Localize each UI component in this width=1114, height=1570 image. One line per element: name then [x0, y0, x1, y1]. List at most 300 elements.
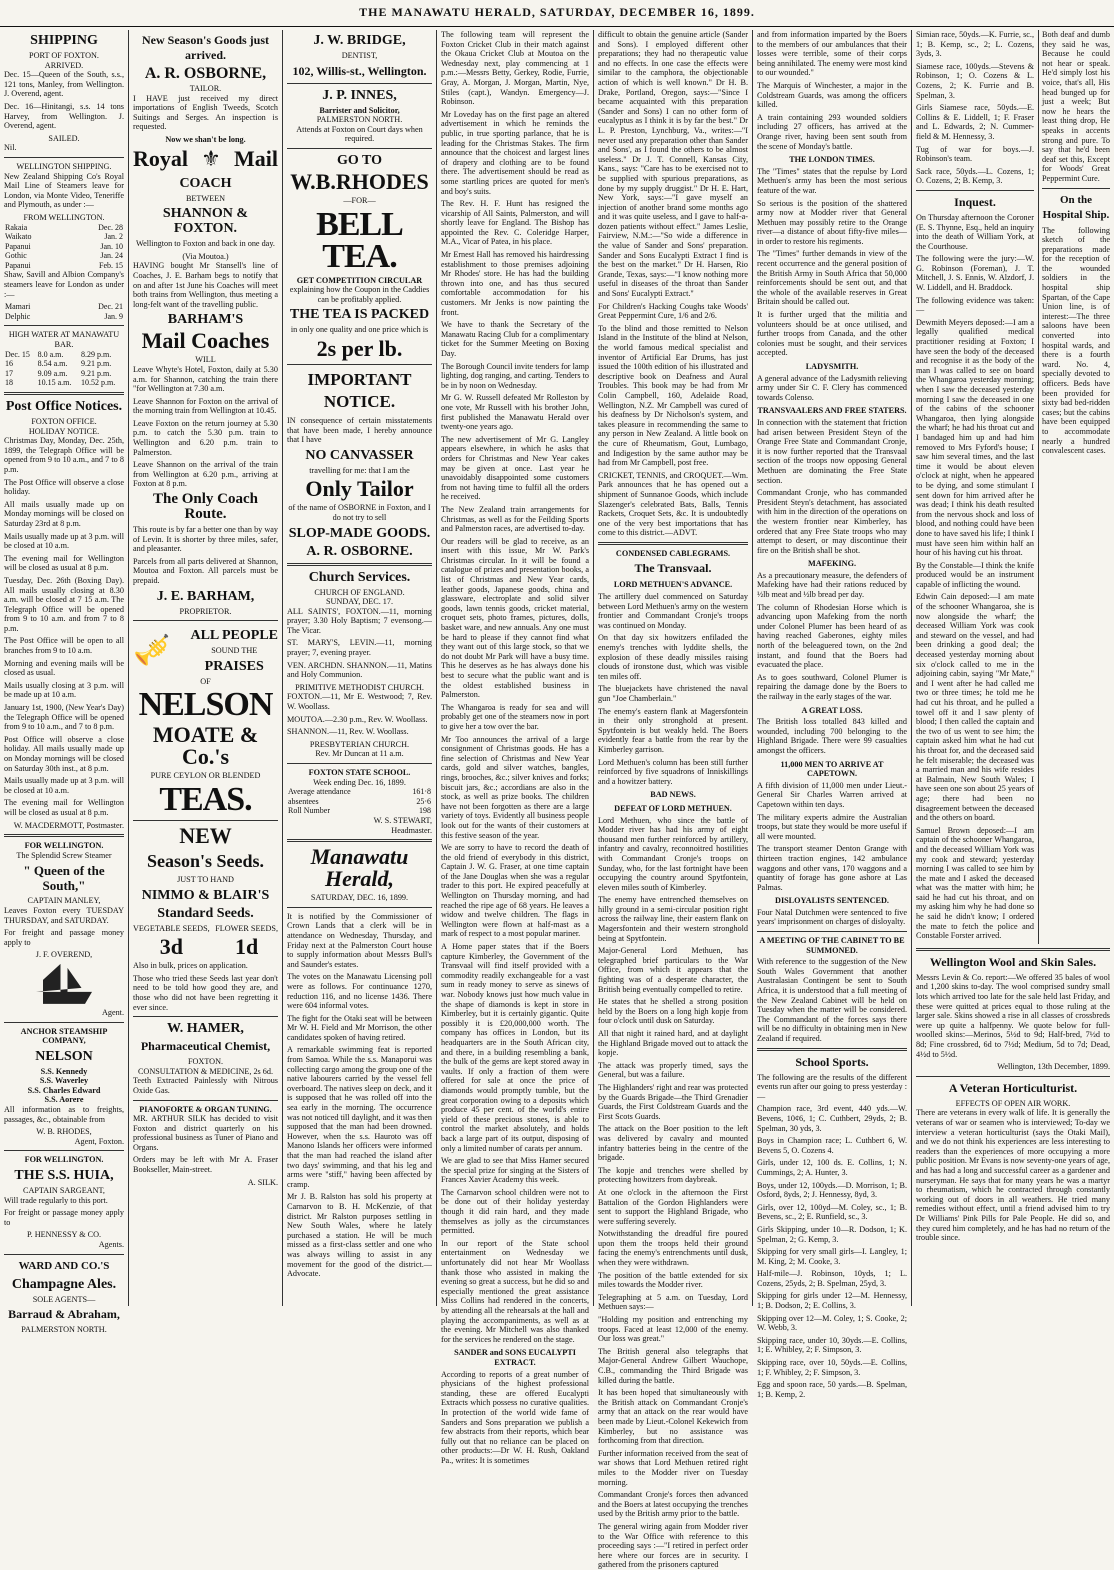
herald-title: Manawatu Herald, [310, 844, 409, 892]
po-text: Tuesday, Dec. 26th (Boxing Day). All mails usually closing at 8.30 a.m. will be closed at 7 15 a.m. The Telegraph Office will be opened from 9 to 10 a.m. and from 7 to 8 p.m. [4, 575, 124, 633]
news-paragraph: The British loss totalled 843 killed and wounded, including 700 belonging to the Highland Brigade. There were 99 casualties amongst the officers. [757, 717, 907, 755]
news-paragraph: Further information received from the seat of war shows that Lord Methuen retired right miles to the Modder river on Tuesday morning. [598, 1448, 748, 1487]
editorial-paragraph: A remarkable swimming feat is reported from Samoa. While the s.s. Manaporui was collecting cargo among the group one of the native labourers carried by the vessel fell overboard. The natives sleep on deck, and it is supposed that he was rolled off into the sea early in the morning. The occurrence was not noticed till daylight, and it was then supposed that the man had been drowned. However, when the s.s. Hauroto was off Manono Islands her officers were informed that the man had reached the island after two days' swimming, and that his leg and arms were "stiff," having been affected by cramp. [287, 1045, 432, 1189]
methuen-heading: LORD METHUEN'S ADVANCE. [613, 580, 733, 590]
ship-name: Papanui [5, 260, 31, 270]
bulk: Also in bulk, prices on application. [133, 961, 248, 971]
tailor-text: of the name of OSBORNE in Foxton, and I do not try to sell [288, 503, 431, 522]
agent: Agent. [101, 1007, 124, 1017]
tide-pm: 10.52 p.m. [81, 378, 116, 388]
po-signature: W. MACDERMOTT, Postmaster. [13, 820, 124, 830]
tide-am: 10.15 a.m. [37, 378, 72, 388]
col7-right [1038, 30, 1110, 944]
freight: For freight and passage money apply to [4, 928, 124, 947]
news-paragraph: With reference to the suggestion of the New South Wales Government that another Australasian Contingent be sent to South Africa, it is understood that a full meeting of the New Zealand Cabinet will be held on Tuesday when the matter will be considered. The Commandant of the forces says there will be no difficulty in obtaining men in New Zealand if required. [757, 957, 907, 1043]
news-paragraph: He states that he shelled a strong position held by the Boers on a long high kopje from four o'clock until dusk on Saturday. [598, 997, 748, 1026]
po-text: Mails usually closing at 3 p.m. will be made up at 10 a.m. [4, 680, 124, 700]
service: VEN. ARCHDN. SHANNON.—11, Matins and Holy Communion. [287, 660, 432, 680]
london-times: THE LONDON TIMES. [789, 155, 875, 165]
important-text: IN consequence of certain misstatements that have been made, I hereby announce that I have [287, 415, 432, 445]
hospital-heading: On the Hospital Ship. [1042, 193, 1110, 221]
news-paragraph: A fifth division of 11,000 men under Lieut.-General Sir Charles Warren arrived at Capetown within ten days. [757, 780, 907, 809]
ship-date: Dec. 28 [98, 222, 123, 232]
sports-result: Sack race, 50yds.—L. Cozens, 1; O. Cozens, 2; B. Kemp, 3. [916, 166, 1034, 186]
service: MOUTOA.—2.30 p.m., Rev. W. Woollass. [287, 714, 428, 724]
table-row [4, 312, 124, 322]
news-paragraph: The attack on the Boer position to the left was delivered by cavalry and mounted infantry batteries being in the centre of the brigade. [598, 1124, 748, 1163]
nimmo: NIMMO & BLAIR'S [141, 887, 270, 903]
po-text: Mails usually made up at 3 p.m. will be closed at 10 a.m. [4, 531, 124, 551]
po-text: The Post Office will observe a close holiday. [4, 477, 124, 497]
mail: Mail [233, 145, 278, 171]
service: SHANNON.—11, Rev. W. Woollass. [287, 727, 409, 737]
ship-date: Jan. 24 [100, 251, 123, 261]
seasons-seeds: Season's Seeds. [146, 850, 265, 871]
palmerston-north: PALMERSTON NORTH. [316, 115, 403, 125]
col7-top [916, 30, 1110, 944]
ship-name: Rakaia [5, 222, 28, 232]
arrived-heading: ARRIVED. [44, 60, 84, 70]
of: OF [200, 676, 211, 686]
leave-1: Leave Whyte's Hotel, Foxton, daily at 5.30 a.m. for Shannon, catching the train there "for Wellington at 7.30 a.m. [133, 364, 278, 394]
headmaster: Headmaster. [391, 825, 432, 835]
news-paragraph: Telegraphing at 5 a.m. on Tuesday, Lord Methuen says:— [598, 1292, 748, 1312]
sports-result: Girls, under 12, 100 ds. E. Collins, 1; N. Cummings, 2; A. Hunter, 3. [757, 1158, 907, 1177]
wool-date: Wellington, 13th December, 1899. [997, 1062, 1110, 1072]
news-paragraph: and from information imparted by the Boers to the members of our ambulances that their losses were terrible, some of their corps being annihilated. The enemy were most kind to our wounded." [757, 30, 907, 78]
barraud: Barraud & Abraham, [8, 1307, 120, 1322]
sports-result: Girls Siamese race, 50yds.—E. Collins & E. Liddell, 1; F. Fraser and L. Edwards, 2; N. Cummer-field & M. Hennessy, 3. [916, 103, 1034, 141]
wellington-shipping-text: New Zealand Shipping Co's Royal Mail Line of Steamers leave for London, via Monte Video, Teneriffe and Plymouth, as under :— [4, 171, 124, 210]
freight-2: For freight or passage money apply to [4, 1208, 124, 1227]
condensed-heading: CONDENSED CABLEGRAMS. [615, 548, 731, 558]
for: —FOR— [343, 195, 376, 205]
table-row [4, 359, 124, 369]
news-paragraph: The Marquis of Winchester, a major in the Coldstream Guards, was among the officers killed. [757, 80, 907, 110]
splendid: The Splendid Screw Steamer [16, 850, 112, 860]
sports-result: Boys in Champion race; L. Cuthbert 6, W. Bevens 5, O. Cozens 4. [757, 1136, 907, 1155]
proprietor: PROPRIETOR. [179, 606, 232, 616]
veteran-heading: A Veteran Horticulturist. [948, 1080, 1078, 1095]
coach: COACH [179, 175, 232, 191]
rhodes-agent: Agent, Foxton. [74, 1136, 124, 1146]
sports-result: Boys, under 12, 100yds.—D. Morrison, 1; B. Osford, 8yds, 2; J. Hennessy, 8yd, 3. [757, 1180, 907, 1200]
flower-price: 1d [234, 934, 259, 960]
sports-result: Tug of war for boys.—J. Robinson's team. [916, 144, 1034, 164]
attendance-value: 161·8 [412, 787, 431, 797]
editorial-paragraph: The votes on the Manawatu Licensing poll were as follows. For continuance 1270, reduction 116, and no license 1436. There were 604 informal votes. [287, 972, 432, 1011]
foxton-office: FOXTON OFFICE. [31, 417, 97, 426]
willis: 102, Willis-st., Wellington. [292, 63, 427, 78]
presbyterian: PRESBYTERIAN CHURCH. [309, 739, 410, 749]
po-text: January 1st, 1900, (New Year's Day) the Telegraph Office will be opened from 9 to 10 a.m., and 7 to 8 p.m. [4, 703, 124, 732]
sports-result: Skipping for girls under 12—M. Hennessy, 1; B. Dodson, 2; E. Collins, 3. [757, 1291, 907, 1311]
col7-left [916, 30, 1034, 944]
absentees-value: 25·6 [416, 796, 431, 806]
shaw-text: Shaw, Savill and Albion Company's steamers leave for London as under :— [4, 270, 124, 299]
orders: Orders may be left with Mr A. Fraser Bookseller, Main-street. [133, 1155, 278, 1175]
table-row [4, 261, 124, 271]
rhodes: W. B. RHODES, [36, 1127, 92, 1137]
foxton: FOXTON. [187, 1057, 224, 1067]
flower-seeds: FLOWER SEEDS, [215, 923, 278, 933]
from-wellington: FROM WELLINGTON. [23, 212, 105, 222]
news-paragraph: We have to thank the Secretary of the Manawatu Racing Club for a complimentary ticket for the Summer Meeting on Boxing Day. [441, 320, 589, 358]
sports-result: Simian race, 50yds.—K. Furrie, sc., 1; B. Kemp, sc., 2; L. Cozens, 3yds, 3. [916, 30, 1034, 59]
table-row [287, 787, 432, 797]
anchor-nelson: NELSON [35, 1048, 93, 1064]
ship-date: Feb. 15 [99, 260, 123, 270]
sports-result: The following are the results of the different events run after our going to press yesterday :— [757, 1072, 907, 1101]
hospital-paragraph: The following sketch of the preparations made for the reception of the wounded soldiers in the hospital ship Spartan, of the Cape Union line, is of interest:—The three saloons have been converted into hospital wards, and there is a fourth ward. No. 4, specially devoted to officers. Beds have been provided for sixty bad bed-ridden cases; but the cabins have been equipped to accommodate nearly a hundred convalescent cases. [1042, 225, 1110, 456]
stansell: HAVING bought Mr Stansell's line of Coaches, J. E. Barham begs to notify that on and after 1st June his Coaches will meet both trains from Wellington, thus meeting a long-felt want of the travelling public. [133, 261, 278, 309]
arrival-1: Dec. 15—Queen of the South, s.s., 121 tons, Manley, from Wellington. J. Overend, agent. [4, 70, 124, 99]
tide-date: 17 [5, 368, 13, 378]
service: FOXTON.—11, Mr E. Westwood; 7, Rev. W. Woollass. [287, 692, 432, 712]
news-paragraph: Mr Too announces the arrival of a large consignment of Christmas goods. He has a fine selection of Christmas and New Year cards, gold and silver watches, bangles, rings, brooches, &c.; silver knives and forks; biscuit jars, &c.; accordians are also in the stock, as well as prize books. The children have not been forgotten as there are a large variety of toys. Evidently all business people look out for the wants of their customers at this festive season of the year. [441, 734, 589, 840]
column-7 [912, 30, 1114, 1306]
innes: J. P. INNES, [322, 87, 397, 103]
news-paragraph: Commandant Cronje's forces then advanced and the Boers at latest occupying the trenches used by the British army prior to the battle. [598, 1490, 748, 1519]
nelson-brand: NELSON [138, 686, 273, 724]
veg-price: 3d [159, 934, 183, 960]
sailed-heading: SAILED. [48, 133, 80, 143]
captain-2: CAPTAIN SARGEANT, [23, 1186, 105, 1196]
news-paragraph: The "Times" further demands in view of the recent occurrence and the general position of the British Army in South Africa that 50,000 reinforcements should be sent out, and that the whole of the available reserves in Great Britain should be called out. [757, 249, 907, 307]
po-text: The evening mail for Wellington will be closed as usual at 8 p.m. [4, 553, 124, 573]
inquest-paragraph: Samuel Brown deposed:—I am captain of the schooner Whangaroa, and the deceased William York was my cook and steward; yesterday morning I was called to see him by the mate and I asked the deceased what was the matter with him; he said he had cut his throat, and on my asking him why he had done so he said he didn't know; I ordered the mate to fetch the police and Constable Forster arrived. [916, 825, 1034, 941]
news-paragraph: A Home paper states that if the Boers capture Kimberley, the Government of the Transvaal will find itself provided with a commodity readily exchangeable for a vast sum in ready money to serve as sinews of war. Nobody knows just how much value in the shape of diamonds is kept in store in Kimberley, but it is certainly gigantic. Quite possibly it is £20,000,000 worth. The company has offices in London, but its headquarters are in the South African city, and there, in a building resembling a bank, the bulk of the gems are kept stored away in vaults. If only a fraction of them were offered for sale at once the price of diamonds would promptly tumble, but the great corporation owing to a deposits which produce 45 per cent. of the world's entire yield of these precious stones, is able to control the market absolutely, and holds back a large part of its output, disposing of only a limited number of carats per annum. [441, 942, 589, 1153]
sports-result: Skipping race, under 10, 30yds.—E. Collins, 1; E. Whibley, 2; F. Simpson, 3. [757, 1335, 907, 1355]
tide-pm: 9.21 p.m. [81, 359, 112, 369]
crest-icon: ⚜ [201, 145, 221, 171]
sports-result: Skipping race, over 10, 50yds.—E. Collins, 1; F. Whibley, 2; F. Simpson, 3. [757, 1358, 907, 1377]
news-paragraph: The column of Rhodesian Horse which is advancing upon Mafeking from the north under Colonel Plumer has been heard of as having reached Gaberones, eighty miles north of the beleaguered town, on the 2nd instant, and found that the Boers had evacuated the place. [757, 602, 907, 670]
news-paragraph: The new advertisement of Mr G. Langley appears elsewhere, in which he asks that orders for Christmas and New Year cakes may be given at once. Last year he unavoidably disappointed some customers from not having time to fulfil all the orders he received. [441, 434, 589, 502]
osborne-text: I HAVE just received my direct importations of English Tweeds, Scotch Suitings and Serges. An inspection is requested. [133, 93, 278, 132]
dentist: DENTIST, [341, 51, 378, 60]
sports-result: Egg and spoon race, 50 yards.—B. Spelman, 1; B. Kemp, 2. [757, 1380, 907, 1399]
inquest-paragraph: On Thursday afternoon the Coroner (E. S. Thynne, Esq., held an inquiry into the death of William York, at the Courthouse. [916, 212, 1034, 251]
roll-value: 198 [419, 806, 431, 816]
sports-result: Skipping for very small girls—I. Langley, 1; M. King, 2; M. Cooke, 3. [757, 1247, 907, 1266]
news-paragraph: The transport steamer Denton Grange with thirteen traction engines, 142 ambulance waggons and other vans, 170 waggons and a quantity of forage has gone ashore at Las Palmas. [757, 844, 907, 892]
sports-result: Siamese race, 100yds.—Stevens & Robinson, 1; O. Cozens & L. Cozens, 2; K. Furrie and B. Spelman, 3. [916, 61, 1034, 100]
herald-date: SATURDAY, DEC. 16, 1899. [310, 893, 409, 903]
transvaalers: TRANSVAALERS AND FREE STATERS. [757, 406, 907, 416]
table-row [4, 232, 124, 242]
news-paragraph: The artillery duel commenced on Saturday between Lord Methuen's army on the western frontier and Commandant Cronje's troops was continued on Monday. [598, 592, 748, 630]
effects-heading: EFFECTS OF OPEN AIR WORK. [955, 1098, 1071, 1108]
column-1 [0, 30, 128, 1335]
route-text: This route is by far a better one than by way of Levin. It is shorter by three miles, safer, and pleasanter. [133, 525, 278, 554]
champagne: Champagne Ales. [11, 1276, 117, 1292]
anchor-info: All information as to freights, passages, &c., obtainable from [4, 1105, 124, 1124]
just-to-hand: JUST TO HAND [177, 874, 234, 884]
ladysmith: LADYSMITH. [805, 362, 859, 371]
sports-result: Half-mile—J. Robinson, 10yds, 1; L. Cozens, 25yds, 2; B. Spelman, 25yd, 3. [757, 1269, 907, 1288]
table-row [4, 223, 124, 233]
news-paragraph: The attack was properly timed, says the General, but was a failure. [598, 1060, 748, 1080]
school-sports: School Sports. [795, 1054, 869, 1069]
news-paragraph: Our readers will be glad to receive, as an insert with this issue, Mr W. Park's Christmas circular. In it will be found a catalogue of prizes and presentation books, a list of Christmas and New Year cards, leather goods, Japanese goods, china and glassware, electroplate and solid silver goods, lawn tennis goods, cricket material, croquet sets, photo frames, pictures, dolls, basket ware, and new annuals. Any one must be hard to please if they cannot find what they want out of this large stock, so that we do not doubt Mr Park will have a busy time. This he deserves as he has always done his best to secure what the public want and is the oldest established business in Palmerston. [441, 536, 589, 700]
leave-4: Leave Shannon on the arrival of the train from Wellington at 6.20 p.m., arriving at Foxton at 8 p.m. [133, 460, 278, 489]
mail-coaches: Mail Coaches [141, 328, 270, 354]
tide-table [4, 350, 124, 388]
po-text: Christmas Day, Monday, Dec. 25th, 1899, the Telegraph Office will be opened from 9 to 10 a.m., and 7 to 8 p.m. [4, 436, 124, 474]
table-row [4, 251, 124, 261]
news-paragraph: Mr Loveday has on the first page an altered advertisement in which he reminds the public, in true sporting parlance, that he is leading for the Christmas Stakes. The firm announce that the choicest and largest lines of drapery and clothing are to be found there. The advertisement should be read as some startling prices are quoted for men's and boy's suits. [441, 109, 589, 196]
ready: Now we shan't be long. [165, 134, 246, 144]
po-text: Morning and evening mails will be closed as usual. [4, 658, 124, 678]
news-paragraph: The military experts admire the Australian troops, but state they would be more useful if all were mounted. [757, 812, 907, 841]
teeth: Teeth Extracted Painlessly with Nitrous Oxide Gas. [133, 1076, 278, 1095]
news-paragraph: The Borough Council invite tenders for lamp lighting, dog ranging, and carting. Tenders to be in by noon on Wednesday. [441, 361, 589, 390]
news-paragraph: Four Natal Dutchmen were sentenced to five years' imprisonment on charges of disloyalty. [757, 907, 907, 927]
tide-pm: 9.21 p.m. [81, 368, 112, 378]
news-paragraph: The New Zealand train arrangements for Christmas, as well as for the Feilding Sports and Palmerston races, are advertised to-day. [441, 504, 589, 534]
news-paragraph: So serious is the position of the shattered army now at Modder river that General Methuen may possibly retire to the Orange river—a distance of about fifty-five miles—in order to restore his regiments. [757, 198, 907, 246]
table-row [4, 350, 124, 360]
consult: CONSULTATION & MEDICINE, 2s 6d. [137, 1066, 274, 1076]
packed: THE TEA IS PACKED [289, 307, 430, 323]
veteran-paragraph: There are veterans in every walk of life. It is generally the veterans of war or seamen who is interviewed; To-day we interview a veteran horticulturist (says the Otaki Mail), and we do not think his experiences are less interesting to readers than the experiences of more occupying a more public position. Mr Evans is now seventy-one years of age, and has had a long and successful career as a gardener and nurseryman. He says that for many years he was a martyr to rheumatism, which he contracted through constantly working out of doors in all weathers. He tried many remedies without effect, until a friend advised him to try Dr Williams' Pink Pills for Pale People. He did so, and they cured him completely, and he has had no return of the trouble since. [916, 1108, 1110, 1243]
tide-am: 9.09 a.m. [37, 368, 68, 378]
news-paragraph: Notwithstanding the dreadful fire poured upon them the troops held their ground facing the enemy's entrenchments until dusk, when they were withdrawn. [598, 1229, 748, 1268]
wool-paragraph: Messrs Levin & Co. report:—We offered 35 bales of wool and 1,200 skins to-day. The wool comprised sundry small lots which arrived too late for the sale held last Friday, and these were quitted at prices equal to those ruling at the larger sale. Skins showed a rise in all classes of crossbreds were up quite a halfpenny. We quote below for full-woolled skins:—Merinos, 5½d to 9d; Half-bred, 7½d to 8d; Fine crossbred, 6d to 7½d; Medium, 5d to 7d; Dead, 4½d to 5½d. [916, 972, 1110, 1059]
news-paragraph: We are sorry to have to record the death of the old friend of everybody in this district, Captain J. W. G. Fraser, at one time captain of the Jane Douglas when she was a regular trader to this port. He expired peacefully at Wellington on Thursday morning, and had reached the ripe age of 68 years. He leaves a widow and twelve children. The flags in Wellington were flown at half-mast as a mark of respect to a most popular mariner. [441, 843, 589, 939]
cabinet: A MEETING OF THE CABINET TO BE SUMMONED. [759, 936, 905, 955]
only-tailor: Only Tailor [305, 476, 414, 502]
port-heading: PORT OF FOXTON. [29, 51, 99, 60]
news-paragraph: The Whangaroa is ready for sea and will probably get one of the steamers now in port to give her a tow over the bar. [441, 702, 589, 731]
sole-agents: SOLE AGENTS— [32, 1294, 96, 1304]
column-5 [594, 30, 752, 1570]
news-paragraph: It has been hoped that simultaneously with the British attack on Commandant Cronje's army that an attack on the rear would have been made by Lieut.-Colonel Kekewich from Kimberley, but no assistance was forthcoming from that direction. [598, 1388, 748, 1446]
news-paragraph: Major-General Lord Methuen, has telegraphed brief particulars to the War Office, from which it appears that the fighting was of a desperate character, the British being eventually compelled to retire. [598, 946, 748, 994]
news-paragraph: Mr Ernest Hall has removed his hairdressing establishment to those premises adjoining Mr Rhodes' store. He has had the building thrown into one, and has thus secured comfortable accommodation for his customers. Mr Jenks is now painting the front. [441, 250, 589, 317]
news-paragraph: The position of the battle extended for six miles towards the Modder river. [598, 1270, 748, 1290]
news-paragraph: It is further urged that the militia and volunteers should be at once utilised, and further troops from Canada, and the other colonies must be sought, and their services accepted. [757, 310, 907, 358]
column-6 [753, 30, 911, 1399]
news-paragraph: The Carnarvon school children were not to be done out of their holiday yesterday though it did rain hard, and they made themselves as jolly as the circumstances permitted. [441, 1187, 589, 1236]
palmerston: PALMERSTON NORTH. [21, 1325, 107, 1335]
great-loss: A GREAT LOSS. [801, 705, 863, 715]
ship-date: Jan. 9 [104, 311, 123, 321]
ship-date: Jan. 10 [100, 241, 123, 251]
pure-ceylon: PURE CEYLON OR BLENDED [150, 771, 261, 781]
table-row [287, 797, 432, 807]
barrister: Barrister and Solicitor, [319, 105, 400, 115]
column-3 [283, 30, 436, 1306]
captain: CAPTAIN MANLEY, [27, 896, 101, 906]
tide-am: 8.54 a.m. [37, 359, 68, 369]
tide-am: 8.0 a.m. [37, 349, 64, 359]
po-text: The Post Office will be open to all branches from 9 to 10 a.m. [4, 636, 124, 656]
tailor: TAILOR. [189, 84, 222, 93]
chemist: Pharmaceutical Chemist, [140, 1039, 271, 1054]
news-paragraph: CRICKET, TENNIS, and CROQUET.—Wm. Park announces that he has opened out a shipment of Sunnanoe Goods, which include Slazenger's celebrated Bats, Balls, Tennis Rackets, Croquet Sets, &c. It is undoubtedly one of the very best importations that has come to this district.—ADVT. [598, 470, 748, 538]
agents: Agents. [98, 1240, 124, 1249]
silk-text: MR. ARTHUR SILK has decided to visit Foxton and district quarterly on his professional business as Tuner of Piano and Organs. [133, 1114, 278, 1152]
state-school: FOXTON STATE SCHOOL. [308, 768, 411, 777]
news-paragraph: Lord Methuen, who since the battle of Modder river has had his army of eight thousand men further reinforced by artillery, infantry and cavalry, reconnoitred hostilities with Commandant Cronje's troops on Sunday, who, for the last fortnight have been occupying the country around Spytfontein, eleven miles south of Kimberley. [598, 815, 748, 892]
tide-pm: 8.29 p.m. [81, 349, 112, 359]
news-paragraph: To the blind and those remitted to Nelson Island in the Institute of the blind at Nelson, the world famous medical specialist and inventor of Artificial Ear Drums, has just issued the 100th edition of his illustrated and descriptive book on Deafness and Aural Troubles. This book may be had from Mr Colin Campbell, 160, Adelaide Road, Wellington, N.Z. Mr Campbell was cured of his deafness by Dr Nicholson's system, and takes pleasure in recommending the same to any person in New Zealand. A little book on the cure of Rheumatism, Gout, Lumbago, and Indigestion by the same author may be had from Mr Campbell, post free. [598, 323, 748, 468]
defeat-heading: DEFEAT OF LORD METHUEN. [614, 803, 732, 813]
news-paragraph: The enemy have entrenched themselves on hilly ground in a semi-circular position right across the railway line, their eastern flank on Magersfontein and their western stronghold being at Spytfontein. [598, 895, 748, 943]
packed-text: in only one quality and one price which is [290, 325, 429, 335]
news-paragraph: A train containing 293 wounded soldiers including 27 officers, has arrived at the Orange river, having been sent south from the scene of Monday's battle. [757, 112, 907, 151]
inquest-paragraph: By the Constable—I think the knife produced would be an instrument capable of inflicting the wound. [916, 560, 1034, 589]
news-paragraph: The Highlanders' right and rear was protected by the Guards Brigade—the Third Grenadier Guards, the First Coldstream Guards and the First Scots Guards. [598, 1082, 748, 1121]
competition: GET COMPETITION CIRCULAR [296, 275, 423, 285]
table-row [4, 378, 124, 388]
wool-sales-heading: Wellington Wool and Skin Sales. [929, 954, 1097, 969]
new: NEW [179, 822, 232, 848]
medicine-ad: Both deaf and dumb they said he was, Because he could not hear or speak. He'd simply lost his voice, that's all, His head bunged up for just a week; But now he hears the least thing drop, He speaks in accents strong and pure. To say that he'd been deaf set this, Except for Woods' Great Peppermint Cure. [1042, 30, 1110, 183]
mafeking: MAFEKING. [808, 559, 856, 569]
for-wellington-2: FOR WELLINGTON. [24, 1155, 104, 1165]
ship-date: Jan. 2 [104, 232, 123, 242]
post-office-heading: Post Office Notices. [5, 399, 123, 414]
news-paragraph: The bluejackets have christened the naval gun "Joe Chamberlain." [598, 684, 748, 703]
standard-seeds: Standard Seeds. [157, 905, 254, 921]
news-paragraph: In our report of the State school entertainment on Wednesday we unfortunately did not hear Mr Woollass thank those who assisted in making the evening so great a success, but he did so and especially mentioned the great assistance Miss Collins had rendered in the concerts, by attending all the rehearsals at the hall and playing the accompaniments, as well as at the evening. Mr Mitchell was also thanked for the services he rendered on the stage. [441, 1238, 589, 1344]
roll-label: Roll Number [288, 806, 330, 816]
only-coach: The Only Coach Route. [152, 491, 258, 523]
go-to: GO TO [336, 152, 382, 168]
royal: Royal [133, 145, 188, 171]
sports-result: Champion race, 3rd event, 440 yds.—W. Bevens, 10¢6, 1; C. Cuthbert, 29yds, 2; B. Spelman, 30 yds, 3. [757, 1104, 907, 1133]
stewart: W. S. STEWART, [373, 815, 432, 825]
anchor-ship: S.S. Waverley [39, 1076, 89, 1086]
week-ending: Week ending Dec. 16, 1899. [313, 777, 406, 787]
inquest-paragraph: The following evidence was taken:— [916, 295, 1034, 315]
column-2 [129, 30, 282, 1306]
innes-text: Attends at Foxton on Court days when required. [296, 124, 423, 144]
news-paragraph: The British general also telegraphs that Major-General Andrew Gilbert Wauchope, C.B., commanding the Third Brigade was killed during the battle. [598, 1346, 748, 1385]
hamer: W. HAMER, [167, 1021, 244, 1037]
price: 2s per lb. [316, 335, 403, 361]
po-text: Post Office will observe a close holiday. All mails usually made up on Monday mornings will be closed on Saturday 30th inst., at 8 p.m. [4, 734, 124, 773]
huia-trade: Will trade regularly to this port. [4, 1195, 108, 1205]
ship-name: Papanui [5, 241, 31, 251]
huia: THE S.S. HUIA, [14, 1168, 114, 1184]
church-of-england: CHURCH OF ENGLAND. [314, 587, 405, 597]
table-row [287, 806, 432, 816]
high-water-heading: HIGH WATER AT MANAWATU BAR. [8, 330, 120, 350]
news-paragraph: Lord Methuen's column has been still further reinforced by five squadrons of Inniskillings and a howitzer battery. [598, 757, 748, 786]
ship-name: Mamari [5, 302, 31, 312]
school-table [287, 787, 432, 816]
sports-result: Skipping over 12—M. Coley, 1; S. Cooke, 2; W. Webb, 3. [757, 1313, 907, 1333]
news-paragraph: Mr G. W. Russell defeated Mr Rolleston by one vote, Mr Russell with his brother John, first published the Manawatu Herald over twenty-one years ago. [441, 393, 589, 432]
news-paragraph: The following team will represent the Foxton Cricket Club in their match against the Okaua Cricket Club at Moutoa on the Wednesday next, play commencing at 1 p.m.:—Messrs Betty, Gerkey, Rodie, Furrie, Gray, A. Morgan, J. Morgan, Martin, Nye, Stiles (capt.), Wandyn. Emergency—J. Robinson. [441, 30, 589, 107]
sander-heading: SANDER and SONS EUCALYPTI EXTRACT. [454, 1348, 576, 1367]
between: BETWEEN [185, 193, 226, 203]
important-notice: IMPORTANT NOTICE. [307, 369, 412, 411]
ship-illustration [29, 964, 99, 1004]
editorial-paragraph: Mr J. B. Ralston has sold his property at Carnarvon to B. H. McKenzie, of that district. Mr Ralston purposes settling in New South Wales, where he lately purchased a station. He will be much missed as a first-class settler and one who was always willing to assist in any movement for the good of the district.—Advocate. [287, 1192, 432, 1279]
news-paragraph: The Rev. H. F. Hunt has resigned the vicarship of All Saints, Palmerston, and will shortly leave for England. The Bishop has appointed the Rev. C. Coleridge Harper, M.A., Vicar of Patea, in his place. [441, 199, 589, 247]
hennessy: P. HENNESSY & CO. [26, 1230, 102, 1240]
sunday: SUNDAY, DEC. 17. [325, 597, 394, 607]
shipping-title: SHIPPING [30, 33, 98, 48]
editorial-paragraph: The fight for the Otaki seat will be between Mr W. H. Field and Mr Morrison, the other candidates spoken of having retired. [287, 1013, 432, 1042]
service: ALL SAINTS', FOXTON.—11, morning prayer; 3.30 Holy Baptism; 7 evensong.—The Vicar. [287, 606, 432, 635]
overend: J. F. OVEREND, [35, 950, 93, 960]
tide-date: 16 [5, 359, 13, 369]
new-goods: New Season's Goods just arrived. [141, 33, 270, 62]
inquest-paragraph: The following were the jury:—W. G. Robinson (Foreman), J. T. Mitchell, J. S. Ennis, W. Alzdorf, J. W. Liddell, and H. Braddock. [916, 254, 1034, 293]
po-text: All mails usually made up on Monday mornings will be closed on Saturday 23rd at 8 p.m. [4, 499, 124, 528]
church-services: Church Services. [308, 569, 411, 585]
ship-name: Waikato [5, 232, 32, 242]
news-paragraph: A general advance of the Ladysmith relieving army under Sir C. F. Clery has commenced towards Colenso. [757, 373, 907, 402]
news-paragraph: The "Times" states that the repulse by Lord Methuen's army has been the most serious feature of the war. [757, 166, 907, 195]
aro: A. R. OSBORNE. [306, 543, 413, 559]
arrive-capetown: 11,000 MEN TO ARRIVE AT CAPETOWN. [780, 759, 884, 779]
nelson-moate-header [133, 625, 278, 677]
news-paragraph: All that night it rained hard, and at daylight the Highland Brigade moved out to attack the kopje. [598, 1029, 748, 1058]
holiday-notice: HOLIDAY NOTICE. [28, 426, 100, 436]
inquest-heading: Inquest. [954, 194, 996, 209]
news-paragraph: In connection with the statement that friction had arisen between President Steyn of the Orange Free State and Commandant Cronje, it is now further reported that the Transvaal section of the troops now opposing General Methuen are dominating the Free State section. [757, 417, 907, 485]
news-paragraph: For Children's Hacking Coughs take Woods' Great Peppermint Cure, 1/6 and 2/6. [598, 301, 748, 321]
queen-of-the-south: " Queen of the South," [23, 863, 105, 894]
absentees-label: absentees [288, 796, 319, 806]
sound-the: SOUND THE [211, 646, 258, 656]
news-paragraph: The general wiring again from Modder river to the War Office with reference to this proceeding says :—"I retired in perfect order here where our forces are in security. I gathered from the prisoners captured [598, 1521, 748, 1570]
po-text: The evening mail for Wellington will be closed as usual at 8 p.m. [4, 798, 124, 817]
news-paragraph: We are glad to see that Miss Hamer secured the special prize for singing at the Sisters of Frances Xavier Academy this week. [441, 1156, 589, 1185]
moate: MOATE & Co.'s [152, 722, 259, 770]
news-paragraph: According to reports of a great number of physicians of the highest professional standing, these are offered Eucalypti Extracts which possess no curative qualities. In protection of the world wide fame of Sanders and Sons preparation we publish a few abstracts from their reports, which bear fully out that no reliance can be placed on other products:—Dr W. H. Rush, Oakland Pa., writes: It is sometimes [441, 1369, 589, 1465]
editorial-paragraph: It is notified by the Commissioner of Crown Lands that a clerk will be in attendance on Wednesday, Thursday, and Friday next at the Palmerston Court house to supply information about Messrs Bull's and Saunder's estates. [287, 911, 432, 969]
table-row [4, 302, 124, 312]
shaw-table [4, 302, 124, 321]
leaves: Leaves Foxton every TUESDAY THURSDAY, and SATURDAY. [4, 905, 124, 925]
veg-seeds: VEGETABLE SEEDS, [133, 923, 210, 933]
service: ST. MARY'S, LEVIN.—11, morning prayer; 7, evening prayer. [287, 638, 432, 658]
via: (Via Moutoa.) [182, 251, 229, 261]
seed-prices [133, 924, 278, 962]
barham: J. E. BARHAM, [156, 588, 255, 604]
news-paragraph: Commandant Cronje, who has commanded President Steyn's detachment, has associated with him in the direction of the operations on the western frontier near Kimberley, has ordered that any Free State troops who may attempt to desert, or may discontinue their fire on the British shall be shot. [757, 488, 907, 555]
news-paragraph: As a precautionary measure, the defenders of Mafeking have had their rations reduced by ½lb meat and ½lb bread per day. [757, 570, 907, 600]
attendance-label: Average attendance [288, 787, 351, 797]
methodist: PRIMITIVE METHODIST CHURCH. [295, 682, 424, 692]
trumpeter-icon: 🎺 [133, 634, 171, 668]
inquest-paragraph: Edwin Cain deposed:—I am mate of the schooner Whangaroa, she is now alongside the wharf; the deceased William York was cook and steward on the vessel, and had been drinking a good deal; the deceased yesterday morning about six o'clock called to me in the adjoining cabin, saying "Mr Mate," and I went after he had called me two or three times; he told me he had cut his throat, and he pulled a towel off it and I saw plenty of blood; I then called the captain and the two of us went to see him; the captain asked him what he had cut his throat for, and the deceased said he felt miserable; the deceased was a married man and his wife resides at Balmain, New South Wales; I have seen one son about 25 years of age; there had been no disagreement between the deceased and the others on board. [916, 592, 1034, 823]
no-canvasser: NO CANVASSER [305, 447, 414, 463]
tide-date: 18 [5, 378, 13, 388]
teas: TEAS. [159, 780, 252, 818]
arrival-2: Dec. 16—Hinitangi, s.s. 14 tons Harvey, from Wellington. J. Overend, agent. [4, 101, 124, 131]
ship-name: Delphic [5, 311, 31, 321]
news-paragraph: On that day six howitzers enfiladed the enemy's trenches with lyddite shells, the explosion of these deadly missiles raising clouds of ironstone dust, which was visible ten miles off. [598, 633, 748, 681]
praises: PRAISES [204, 658, 264, 674]
piano: PIANOFORTE & ORGAN TUNING. [139, 1104, 272, 1114]
barhams: BARHAM'S [167, 312, 244, 328]
bad-news: BAD NEWS. [650, 790, 696, 800]
service: Rev. Mr Duncan at 11 a.m. [315, 749, 404, 759]
ward: WARD AND CO.'S [18, 1259, 110, 1272]
for-wellington: FOR WELLINGTON. [24, 841, 104, 851]
leave-3: Leave Foxton on the return journey at 5.30 p.m. to catch the 5.30 p.m. train to Wellington and 6.20 p.m. train to Palmerston. [133, 418, 278, 457]
wbrhodes: W.B.RHODES [290, 168, 429, 194]
